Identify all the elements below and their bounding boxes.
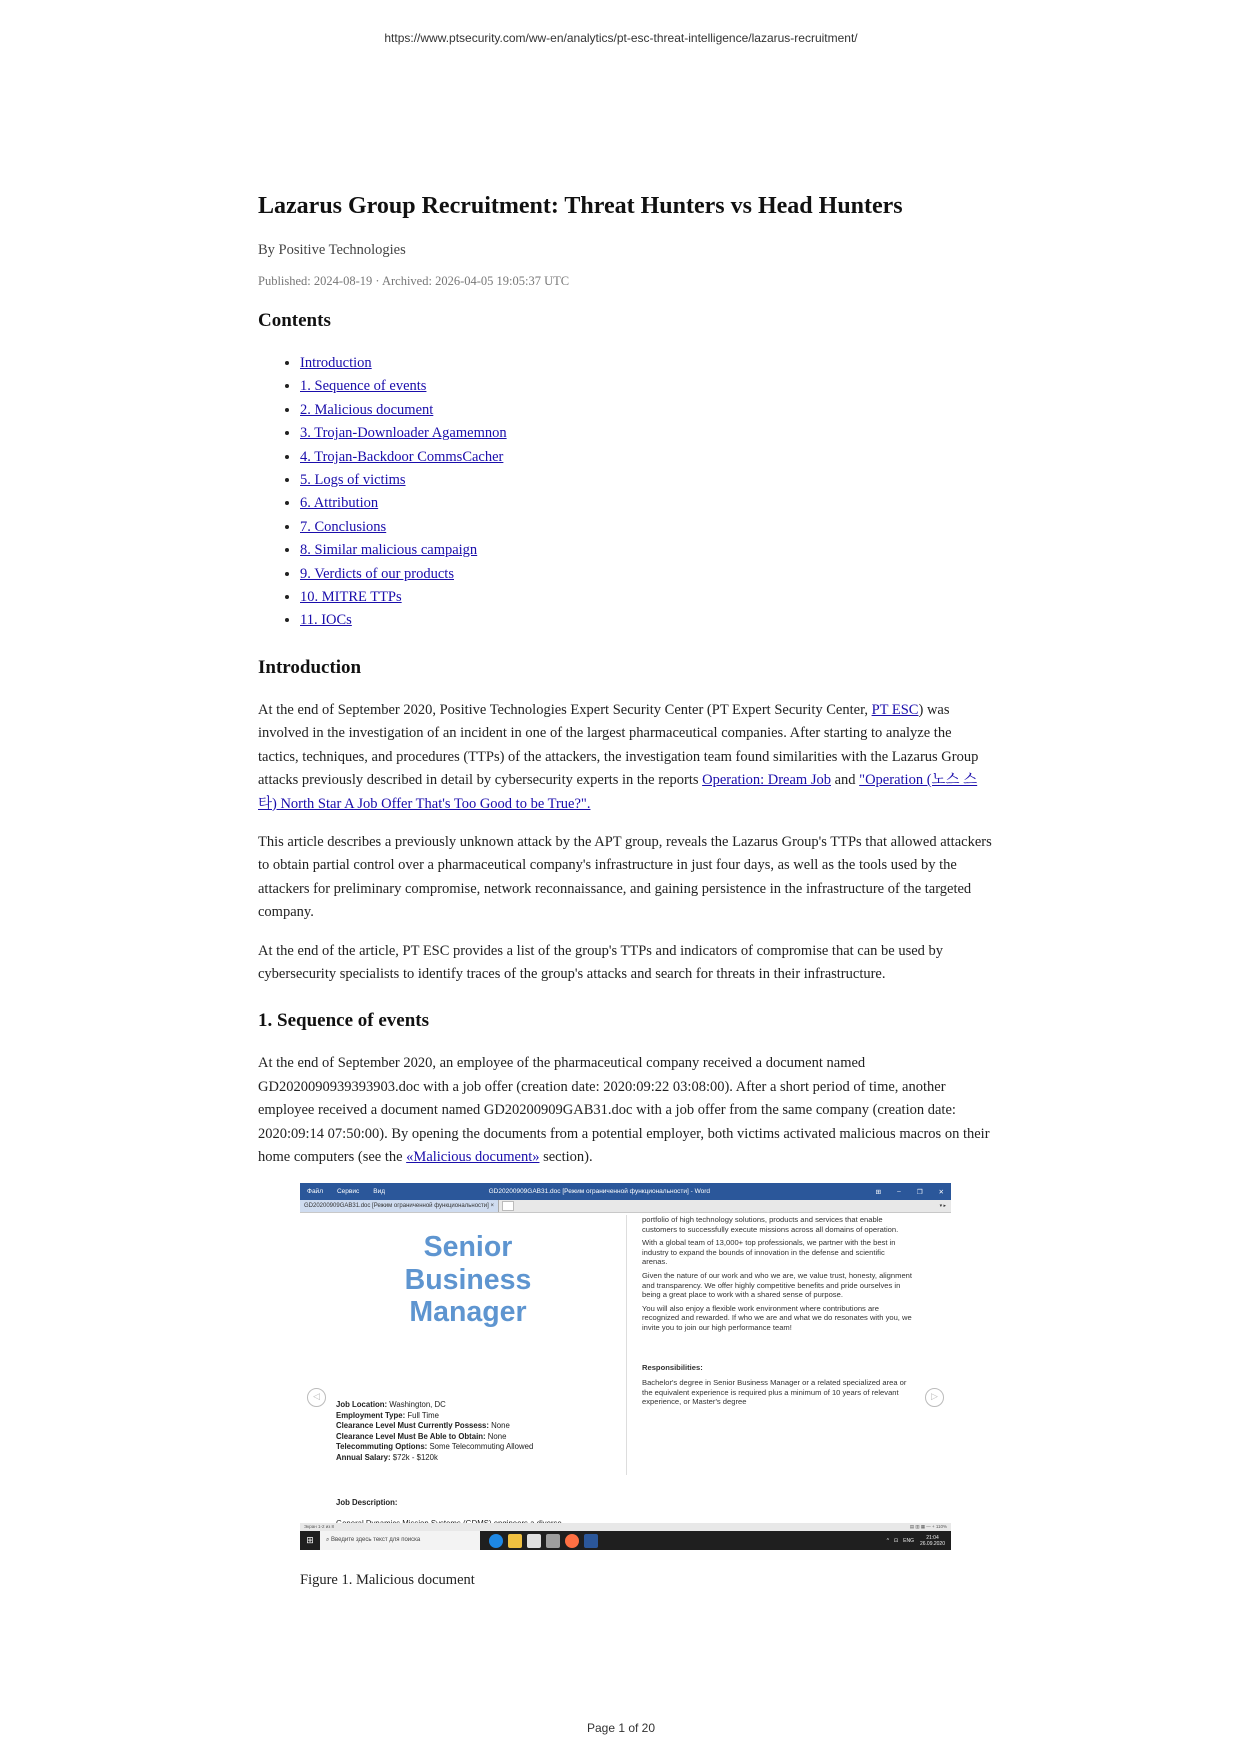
right-paragraph: portfolio of high technology solutions, products and services that enable customers to successfully execute missions across all domains of operation. (642, 1215, 899, 1234)
north-star-link[interactable]: "Operation (노스 스타) North Star A Job Offer That's Too Good to be True?". (258, 772, 978, 812)
tray-up-icon: ^ (886, 1537, 889, 1544)
job-title-headline: Senior Business Manager (404, 1231, 532, 1328)
toc-link-iocs[interactable]: 11. IOCs (300, 612, 352, 629)
malicious-document-link[interactable]: «Malicious document» (406, 1148, 540, 1165)
column-divider (626, 1215, 627, 1475)
tray-clock: 21:04 26.09.2020 (919, 1534, 945, 1547)
toc-link-mitre-ttps[interactable]: 10. MITRE TTPs (300, 589, 402, 606)
introduction-heading: Introduction (258, 656, 362, 678)
firefox-icon (565, 1534, 579, 1548)
responsibilities-label: Responsibilities: (642, 1362, 703, 1372)
toc-item (300, 516, 993, 539)
intro-paragraph-1: At the end of September 2020, Positive Technologies Expert Security Center (PT Expert Security Center, PT ESC) was involved in the investigation of an incident in one of the largest pharmaceutical companies. After starting to analyze the tactics, techniques, and procedures (TTPs) of the attackers, the investigation team found similarities with the Lazarus Group attacks previously described in detail by cybersecurity experts in the reports Operation: Dream Job and "Operation (노스 스타) North Star A Job Offer That's Too Good to be True?". (258, 701, 979, 812)
job-fields (336, 1400, 616, 1463)
window-title: GD20200909GAB31.doc [Режим ограниченной функциональности] - Word (488, 1188, 711, 1195)
word-icon (584, 1534, 598, 1548)
tab-close-icon: × (490, 1203, 495, 1209)
sequence-paragraph: At the end of September 2020, an employee of the pharmaceutical company received a document named GD2020090939393903.doc with a job offer (creation date: 2020:09:22 03:08:00). After a short period of time, another employee received a document named GD20200909GAB31.doc with a job offer from the same company (creation date: 2020:09:14 07:50:00). By opening the documents from a potential employer, both victims activated malicious macros on their home computers (see the «Malicious document» section). (258, 1055, 990, 1165)
minimize-icon: – (897, 1188, 901, 1195)
article-title: Lazarus Group Recruitment: Threat Hunters vs Head Hunters (258, 193, 903, 219)
toc-link-similar-campaign[interactable]: 8. Similar malicious campaign (300, 542, 478, 559)
intro-paragraph-3: At the end of the article, PT ESC provides a list of the group's TTPs and indicators of compromise that can be used by cybersecurity specialists to identify traces of the group's attacks and search for threats in their infrastructure. (258, 942, 944, 982)
statusbar-zoom: ▤ ▥ ▦ — + 110% (909, 1524, 947, 1529)
word-statusbar (300, 1523, 951, 1531)
document-page (300, 1213, 951, 1514)
tray-language: ENG (903, 1537, 914, 1544)
document-tab: GD20200909GAB31.doc [Режим ограниченной функциональности] × (300, 1200, 499, 1212)
page-url-header: https://www.ptsecurity.com/ww-en/analytics/pt-esc-threat-intelligence/lazarus-recruitment/ (384, 31, 858, 45)
contents-heading: Contents (258, 310, 331, 331)
article-content (258, 190, 993, 1169)
job-description-label: Job Description: (336, 1498, 398, 1507)
toc-item (300, 399, 993, 422)
windows-taskbar (300, 1531, 951, 1550)
app-icon (546, 1534, 560, 1548)
toc-item (300, 352, 993, 375)
taskbar-apps (486, 1534, 600, 1548)
toc-item (300, 446, 993, 469)
intro-paragraph-2: This article describes a previously unknown attack by the APT group, reveals the Lazarus Group's TTPs that allowed attackers to obtain partial control over a pharmaceutical company's infrastructure in just four days, as well as the tools used by the attackers for preliminary compromise, network reconnaissance, and gaining persistence in the infrastructure of the targeted company. (258, 833, 992, 921)
toc-link-verdicts[interactable]: 9. Verdicts of our products (300, 565, 454, 582)
restore-icon: ❐ (916, 1188, 923, 1196)
job-field: Clearance Level Must Be Able to Obtain: None (336, 1431, 507, 1441)
next-page-icon: ▷ (925, 1388, 944, 1407)
toc-item (300, 422, 993, 445)
toc-item (300, 609, 993, 632)
table-of-contents (258, 352, 993, 633)
toc-item (300, 375, 993, 398)
windows-start-icon: ⊞ (306, 1535, 314, 1545)
toc-item (300, 586, 993, 609)
toc-item (300, 539, 993, 562)
tab-input-box (502, 1201, 514, 1211)
right-column-text (642, 1215, 912, 1411)
toc-item (300, 563, 993, 586)
job-field: Employment Type: Full Time (336, 1410, 439, 1420)
toc-link-introduction[interactable]: Introduction (300, 355, 372, 371)
toc-link-sequence-of-events[interactable]: 1. Sequence of events (300, 378, 427, 395)
dream-job-link[interactable]: Operation: Dream Job (702, 772, 831, 789)
menu-view: Вид (373, 1188, 386, 1195)
taskbar-search-box: ⌕ Введите здесь текст для поиска (320, 1531, 480, 1550)
figure-caption: Figure 1. Malicious document (300, 1572, 475, 1588)
toc-link-trojan-downloader[interactable]: 3. Trojan-Downloader Agamemnon (300, 425, 507, 442)
tab-arrows-icon: ▾ ▸ (939, 1203, 946, 1209)
toc-link-trojan-backdoor[interactable]: 4. Trojan-Backdoor CommsCacher (300, 448, 504, 465)
prev-page-icon: ◁ (307, 1388, 326, 1407)
ribbon-icon: ⊞ (875, 1188, 882, 1196)
close-icon: ✕ (938, 1188, 944, 1196)
toc-item (300, 492, 993, 515)
job-field: Clearance Level Must Currently Possess: None (336, 1421, 510, 1430)
toc-link-attribution[interactable]: 6. Attribution (300, 495, 379, 512)
document-tabbar (300, 1200, 951, 1213)
right-paragraph: With a global team of 13,000+ top professionals, we partner with the best in industry to expand the bounds of innovation in the defense and scientific arenas. (642, 1238, 896, 1267)
toc-link-malicious-document[interactable]: 2. Malicious document (300, 401, 434, 418)
right-paragraph: Given the nature of our work and who we are, we value trust, honesty, alignment and transparency. We offer highly competitive benefits and pride ourselves in being a great place to work with a shared sense of purpose. (642, 1270, 913, 1300)
right-paragraph: You will also enjoy a flexible work environment where contributions are recognized and rewarded. If who we are and what we do resonates with you, we invite you to join our high performance team! (642, 1303, 912, 1332)
toc-item (300, 469, 993, 492)
edge-icon (489, 1534, 503, 1548)
article-byline: By Positive Technologies (258, 242, 406, 258)
sequence-heading: 1. Sequence of events (258, 1010, 429, 1032)
job-field: Annual Salary: $72k - $120k (336, 1452, 438, 1462)
figure-screenshot (300, 1183, 951, 1550)
tray-network-icon: ⊡ (893, 1537, 899, 1544)
menu-file: Файл (307, 1188, 323, 1195)
job-field: Telecommuting Options: Some Telecommuting Allowed (336, 1442, 534, 1451)
job-field: Job Location: Washington, DC (336, 1400, 446, 1409)
pt-esc-link[interactable]: PT ESC (871, 701, 919, 718)
store-icon (527, 1534, 541, 1548)
word-titlebar (300, 1183, 951, 1200)
page-number: Page 1 of 20 (586, 1721, 656, 1735)
statusbar-page-info: Экран 1-2 из 8 (304, 1524, 335, 1529)
folder-icon (508, 1534, 522, 1548)
system-tray (882, 1535, 951, 1547)
responsibilities-text: Bachelor's degree in Senior Business Manager or a related specialized area or the equivalent experience is required plus a minimum of 10 years of relevant experience, or Master's degree (642, 1378, 907, 1407)
article-meta: Published: 2024-08-19 · Archived: 2026-04-05 19:05:37 UTC (258, 274, 570, 288)
toc-link-logs-of-victims[interactable]: 5. Logs of victims (300, 472, 406, 489)
toc-link-conclusions[interactable]: 7. Conclusions (300, 518, 387, 535)
menu-service: Сервис (336, 1188, 360, 1195)
